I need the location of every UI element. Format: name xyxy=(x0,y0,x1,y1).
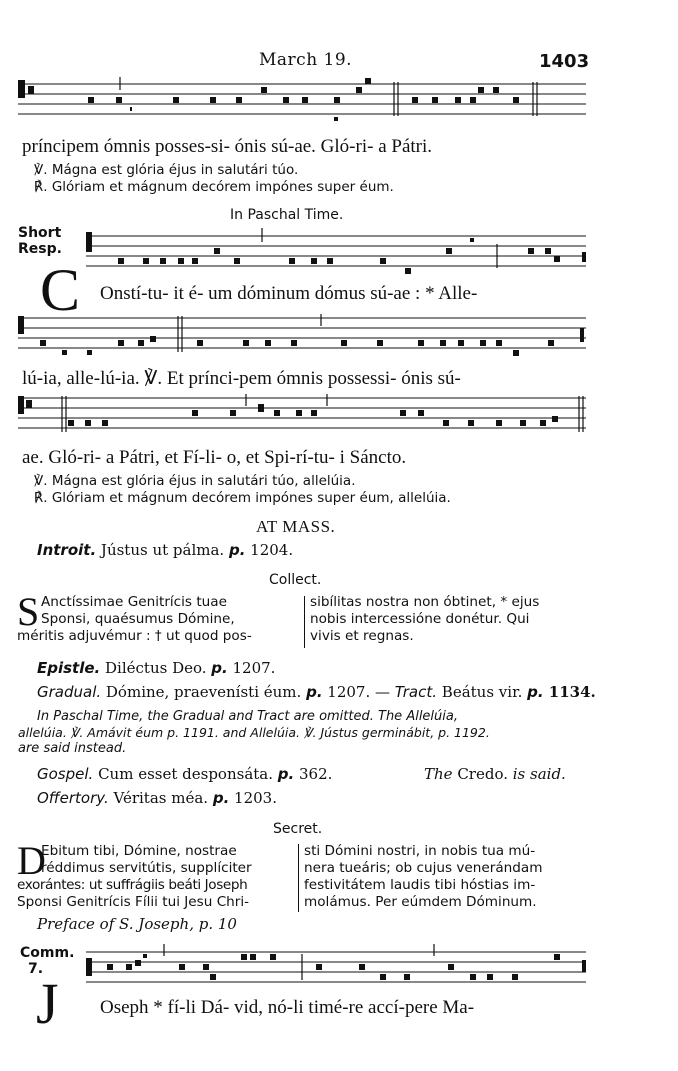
collect-column-rule xyxy=(304,596,305,648)
offertory-p: p. xyxy=(212,789,230,807)
secret-left-line-2: réddimus servitútis, supplíciter xyxy=(41,860,252,876)
epistle-line xyxy=(37,659,275,677)
offertory-page: 1203. xyxy=(229,789,277,807)
tract-p: p. xyxy=(527,683,544,701)
collect-right-line-1: sibílitas nostra non óbtinet, * ejus xyxy=(310,594,540,610)
lyric-line-5: Oseph * fí-li Dá- vid, nó-li timé-re accí-pere Ma- xyxy=(100,997,475,1018)
gradual-label: Gradual. xyxy=(37,683,102,701)
paschal-note-line-3: are said instead. xyxy=(18,741,127,756)
credo-note xyxy=(424,765,566,783)
versicle-1: ℣. Mágna est glória éjus in salutári túo. xyxy=(34,162,299,178)
gradual-page: 1207. — xyxy=(322,683,390,701)
chant-staff-5 xyxy=(0,944,678,994)
epistle-page: 1207. xyxy=(227,659,276,677)
lyric-line-2: Onstí-tu- it é- um dóminum dómus sú-ae : * Alle- xyxy=(100,283,478,304)
secret-right-line-1: sti Dómini nostri, in nobis tua mú- xyxy=(304,843,536,859)
secret-heading: Secret. xyxy=(273,821,323,837)
credo-word: Credo. xyxy=(452,765,508,783)
preface-note: Preface of S. Joseph, p. 10 xyxy=(37,915,237,933)
running-header-title: March 19. xyxy=(259,50,353,70)
offertory-line xyxy=(37,789,277,807)
gospel-text: Cum esset desponsáta. xyxy=(93,765,274,783)
offertory-text: Véritas méa. xyxy=(108,789,209,807)
page-number: 1403 xyxy=(539,51,590,72)
secret-right-column xyxy=(304,843,586,911)
gradual-line xyxy=(37,683,596,701)
drop-capital-J: J xyxy=(36,971,59,1036)
gospel-page: 362. xyxy=(294,765,333,783)
secret-left-column xyxy=(17,838,299,911)
collect-left-column xyxy=(17,589,299,645)
comm-label-2: 7. xyxy=(28,961,44,977)
tract-text: Beátus vir. xyxy=(437,683,523,701)
introit-text: Jústus ut pálma. xyxy=(96,541,225,559)
chant-staff-3 xyxy=(0,314,678,368)
versicle-2: ℣. Mágna est glória éjus in salutári túo, allelúia. xyxy=(34,473,356,489)
collect-right-column xyxy=(310,594,586,645)
epistle-text: Diléctus Deo. xyxy=(100,659,207,677)
collect-drop-capital-S: S xyxy=(17,589,40,634)
credo-the: The xyxy=(424,765,453,783)
credo-is-said: is said. xyxy=(507,765,566,783)
introit-page: 1204. xyxy=(245,541,294,559)
response-1: ℟. Glóriam et mágnum decórem impónes super éum. xyxy=(34,179,394,195)
short-resp-label-1: Short xyxy=(18,225,62,241)
chant-staff-2 xyxy=(0,226,678,278)
collect-left-line-2: Sponsi, quaésumus Dómine, xyxy=(41,611,235,627)
lyric-line-3: lú-ia, alle-lú-ia. ℣. Et prínci-pem ómnis possessi- ónis sú- xyxy=(22,368,461,389)
chant-staff-1 xyxy=(0,76,678,136)
comm-label-1: Comm. xyxy=(20,945,75,961)
drop-capital-C: C xyxy=(40,257,81,323)
gospel-line xyxy=(37,765,332,783)
paschal-time-heading: In Paschal Time. xyxy=(230,207,344,223)
secret-left-line-1: Ebitum tibi, Dómine, nostrae xyxy=(41,843,237,859)
introit-p: p. xyxy=(228,541,246,559)
at-mass-heading: AT MASS. xyxy=(256,517,336,536)
secret-column-rule xyxy=(298,844,299,912)
gradual-p: p. xyxy=(306,683,323,701)
collect-left-line-1: Anctíssimae Genitrícis tuae xyxy=(41,594,227,610)
collect-left-line-3: méritis adjuvémur : † ut quod pos- xyxy=(17,628,252,644)
paschal-note-line-1: In Paschal Time, the Gradual and Tract are omitted. The Allelúia, xyxy=(37,709,458,724)
lyric-line-1: príncipem ómnis posses-si- ónis sú-ae. Gló-ri- a Pátri. xyxy=(22,136,433,157)
short-resp-label-2: Resp. xyxy=(18,241,62,257)
secret-drop-capital-D: D xyxy=(17,838,46,883)
epistle-label: Epistle. xyxy=(37,659,101,677)
gospel-p: p. xyxy=(277,765,295,783)
tract-page: 1134. xyxy=(543,683,596,701)
introit-line xyxy=(37,541,293,559)
secret-right-line-3: festivitátem laudis tibi hóstias im- xyxy=(304,877,536,893)
secret-left-line-3: exorántes: ut suffrágiis beáti Joseph xyxy=(17,877,248,893)
gradual-text: Dómine, praevenísti éum. xyxy=(101,683,302,701)
secret-right-line-2: nera tueáris; ob cujus venerándam xyxy=(304,860,543,876)
response-2: ℟. Glóriam et mágnum decórem impónes super éum, allelúia. xyxy=(34,490,451,506)
lyric-line-4: ae. Gló-ri- a Pátri, et Fí-li- o, et Spi-rí-tu- i Sáncto. xyxy=(22,447,407,468)
offertory-label: Offertory. xyxy=(37,789,109,807)
collect-heading: Collect. xyxy=(269,572,322,588)
staff-1-svg xyxy=(0,76,678,136)
chant-staff-4 xyxy=(0,392,678,448)
epistle-p: p. xyxy=(211,659,228,677)
secret-left-line-4: Sponsi Genitrícis Fílii tui Jesu Chri- xyxy=(17,894,250,910)
collect-right-line-2: nobis intercessióne donétur. Qui xyxy=(310,611,530,627)
secret-right-line-4: molámus. Per eúmdem Dóminum. xyxy=(304,894,537,910)
introit-label: Introit. xyxy=(37,541,97,559)
gospel-label: Gospel. xyxy=(37,765,94,783)
collect-right-line-3: vivis et regnas. xyxy=(310,628,414,644)
paschal-note-line-2: allelúia. ℣. Amávit éum p. 1191. and Allelúia. ℣. Jústus germinábit, p. 1192. xyxy=(18,725,490,740)
clef-mark xyxy=(18,80,25,98)
tract-label: Tract. xyxy=(390,683,438,701)
